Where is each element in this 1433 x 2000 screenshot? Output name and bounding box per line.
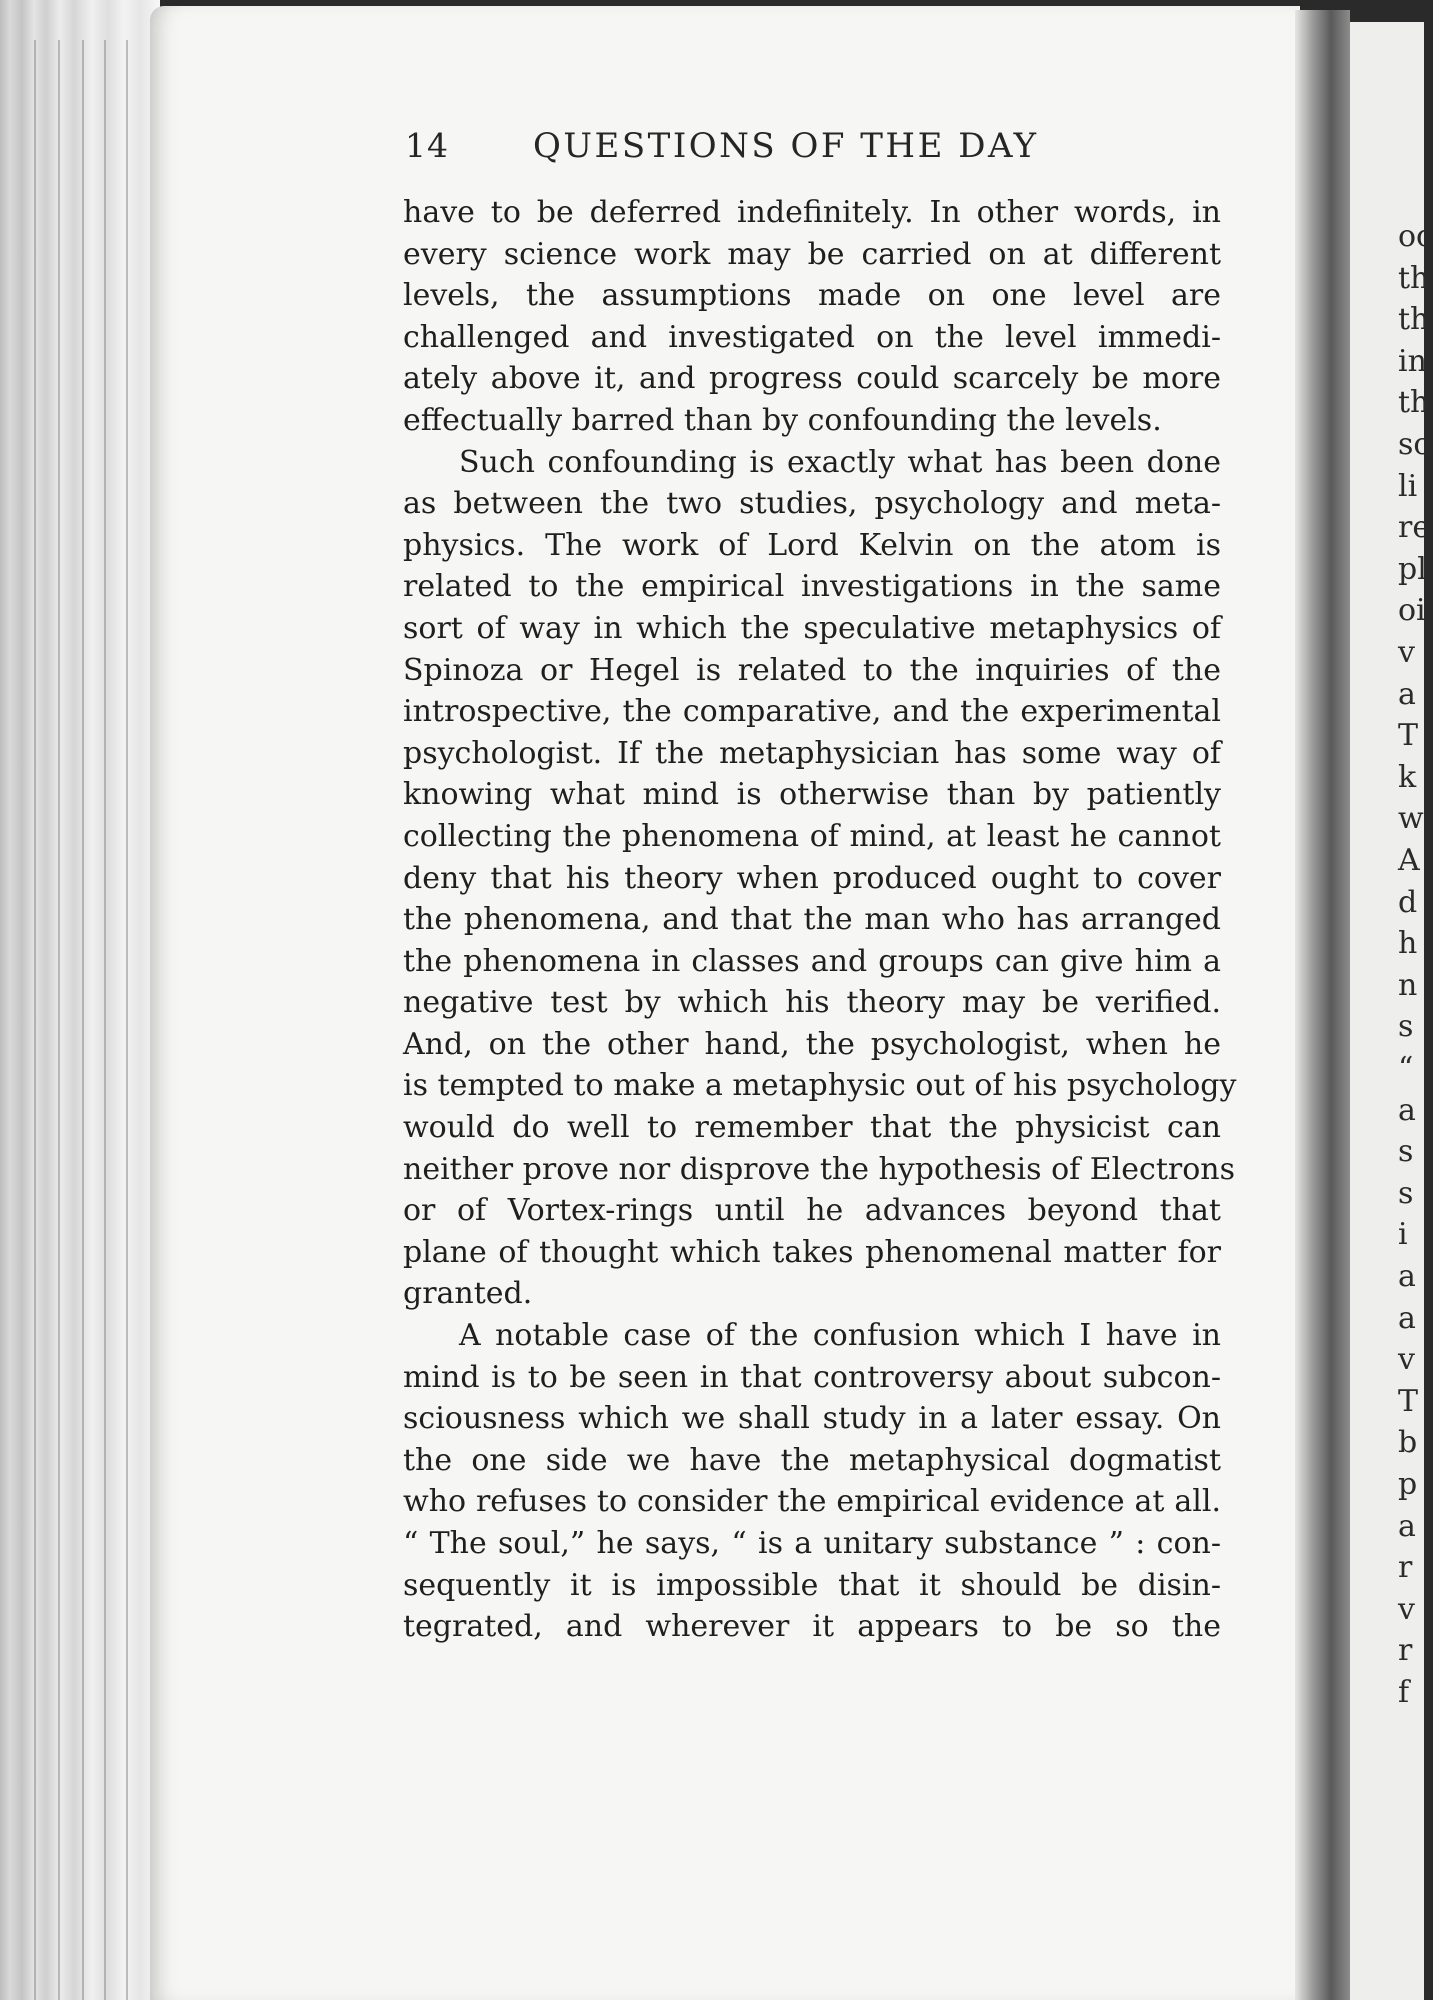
next-page-fragment: A xyxy=(1398,843,1420,878)
text-line: effectually barred than by confounding the levels. xyxy=(403,402,1162,438)
text-line: who refuses to consider the empirical evidence at all. xyxy=(403,1484,1221,1520)
next-page-fragment: a xyxy=(1398,676,1416,712)
next-page-fragment: k xyxy=(1398,759,1417,795)
next-page-fragment: a xyxy=(1398,1300,1416,1336)
text-line: or of Vortex-rings until he advances beyond that xyxy=(403,1193,1221,1229)
next-page-fragment: in xyxy=(1398,343,1427,379)
text-line: collecting the phenomena of mind, at least he cannot xyxy=(403,818,1221,854)
next-page-fragment: d xyxy=(1398,884,1418,920)
text-line: every science work may be carried on at different xyxy=(403,236,1221,272)
next-page-fragment: b xyxy=(1398,1425,1418,1461)
text-line: the one side we have the metaphysical dogmatist xyxy=(403,1442,1221,1478)
next-page-fragment: s xyxy=(1398,1009,1414,1045)
next-page-fragment: v xyxy=(1398,1342,1415,1378)
text-line: “ The soul,” he says, “ is a unitary substance ” : con- xyxy=(403,1526,1221,1561)
text-line: the phenomena, and that the man who has arranged xyxy=(403,902,1221,938)
next-page-fragment: s xyxy=(1398,1175,1414,1211)
next-page-fragment: th xyxy=(1398,260,1430,296)
next-page-fragment: pl xyxy=(1398,551,1427,587)
next-page-fragment: r xyxy=(1398,1550,1413,1586)
next-page-fragment: v xyxy=(1398,635,1415,670)
text-line: have to be deferred indefinitely. In other words, in xyxy=(403,195,1221,230)
text-line: knowing what mind is otherwise than by patiently xyxy=(403,777,1221,813)
next-page-fragment: re xyxy=(1398,510,1431,546)
text-line: challenged and investigated on the level immedi- xyxy=(403,319,1221,355)
next-page-fragment: a xyxy=(1398,1259,1416,1294)
body-text xyxy=(403,192,1237,1648)
next-page-fragment: p xyxy=(1398,1467,1418,1502)
next-page-fragment: T xyxy=(1398,1383,1419,1419)
text-line: physics. The work of Lord Kelvin on the atom is xyxy=(403,527,1221,563)
text-line: introspective, the comparative, and the experimental xyxy=(403,694,1221,730)
text-line: related to the empirical investigations in the same xyxy=(403,569,1221,605)
text-line: the phenomena in classes and groups can give him a xyxy=(403,943,1221,979)
text-line: is tempted to make a metaphysic out of his psychology xyxy=(403,1068,1237,1104)
next-page-fragment: oc xyxy=(1398,219,1433,254)
next-page-fragment: a xyxy=(1398,1508,1416,1544)
page-header xyxy=(405,126,1225,170)
next-page-fragment: a xyxy=(1398,1092,1416,1128)
text-line: plane of thought which takes phenomenal matter for xyxy=(403,1234,1221,1270)
next-page-fragment: th xyxy=(1398,385,1430,421)
text-line: neither prove nor disprove the hypothesis of Electrons xyxy=(403,1151,1236,1187)
next-page-fragment: n xyxy=(1398,967,1418,1003)
text-line: would do well to remember that the physicist can xyxy=(403,1110,1221,1146)
book-gutter-shadow xyxy=(1295,10,1350,2000)
next-page-fragment: f xyxy=(1398,1675,1410,1710)
next-page-fragment: so xyxy=(1398,427,1432,462)
next-page-peek xyxy=(1350,22,1433,2000)
text-line: ately above it, and progress could scarcely be more xyxy=(403,361,1221,397)
text-line: levels, the assumptions made on one level are xyxy=(403,278,1221,314)
next-page-fragment: w xyxy=(1398,801,1424,837)
text-line: psychologist. If the metaphysician has some way of xyxy=(403,735,1221,771)
next-page-fragment: “ xyxy=(1398,1051,1414,1086)
text-line: Spinoza or Hegel is related to the inquiries of the xyxy=(403,652,1221,688)
text-line: deny that his theory when produced ought to cover xyxy=(403,860,1221,896)
text-line: Such confounding is exactly what has been done xyxy=(459,444,1221,480)
running-title: QUESTIONS OF THE DAY xyxy=(533,126,1039,166)
next-page-fragment: oi xyxy=(1398,593,1426,629)
next-page-fragment: r xyxy=(1398,1633,1413,1669)
text-line: A notable case of the confusion which I have in xyxy=(459,1318,1221,1354)
book-page-edges xyxy=(0,0,160,2000)
text-line: granted. xyxy=(403,1276,533,1312)
next-page-fragment: h xyxy=(1398,926,1418,962)
text-line: sort of way in which the speculative metaphysics of xyxy=(403,610,1221,646)
next-page-fragment: v xyxy=(1398,1591,1415,1627)
next-page-fragment: T xyxy=(1398,718,1419,754)
text-line: And, on the other hand, the psychologist, when he xyxy=(403,1026,1221,1062)
page-number: 14 xyxy=(405,126,449,165)
text-line: negative test by which his theory may be verified. xyxy=(403,985,1221,1021)
next-page-fragment: li xyxy=(1398,468,1418,504)
text-line: sciousness which we shall study in a later essay. On xyxy=(403,1401,1221,1437)
text-line: sequently it is impossible that it should be disin- xyxy=(403,1567,1221,1603)
next-page-fragment: th xyxy=(1398,302,1430,338)
next-page-fragment: s xyxy=(1398,1134,1414,1170)
text-line: as between the two studies, psychology and meta- xyxy=(403,486,1221,522)
text-line: tegrated, and wherever it appears to be so the xyxy=(403,1609,1221,1645)
text-line: mind is to be seen in that controversy about subcon- xyxy=(403,1359,1221,1395)
next-page-fragment: i xyxy=(1398,1217,1408,1253)
